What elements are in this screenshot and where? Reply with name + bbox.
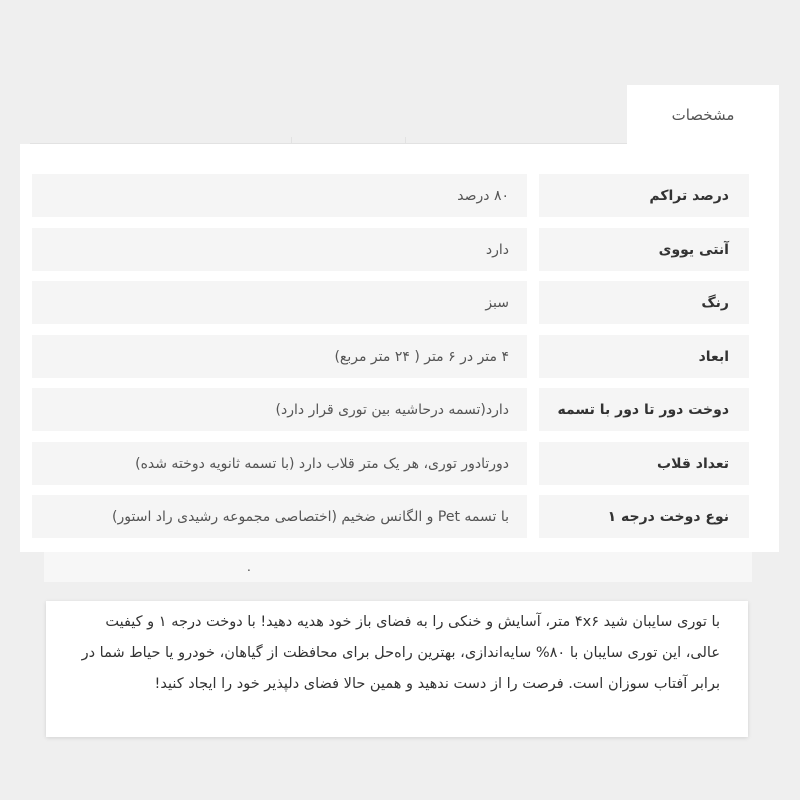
tab-specifications-label: مشخصات bbox=[671, 106, 735, 124]
spec-label: رنگ bbox=[539, 281, 749, 324]
product-description-text: با توری سایبان شید ۴x۶ متر، آسایش و خنکی را به فضای باز خود هدیه دهید! با دوخت درجه ۱ و کیفیت عالی، این توری سایبان با ۸۰% سایه‌اندازی، بهترین راه‌حل برای محافظت از گیاهان، خودرو یا حیاط شما در برابر آفتاب سوزان است. فرصت را از دست ندهید و همین حالا فضای دلپذیر خود را ایجاد کنید! bbox=[81, 614, 720, 692]
spec-row bbox=[32, 495, 749, 538]
spec-row bbox=[32, 228, 749, 271]
spec-value: ۸۰ درصد bbox=[32, 174, 527, 217]
spec-label: آنتی یووی bbox=[539, 228, 749, 271]
spec-value: دارد(تسمه درحاشیه بین توری قرار دارد) bbox=[32, 388, 527, 431]
spec-value: دارد bbox=[32, 228, 527, 271]
tab-divider-tick bbox=[291, 137, 292, 143]
spec-label: نوع دوخت درجه ۱ bbox=[539, 495, 749, 538]
spec-label: ابعاد bbox=[539, 335, 749, 378]
product-description bbox=[46, 601, 748, 737]
panel-shadow-strip bbox=[44, 552, 752, 582]
stray-dot: . bbox=[247, 560, 251, 574]
spec-value: ۴ متر در ۶ متر ( ۲۴ متر مربع) bbox=[32, 335, 527, 378]
spec-row bbox=[32, 174, 749, 217]
spec-label: درصد تراکم bbox=[539, 174, 749, 217]
spec-value: با تسمه Pet و الگانس ضخیم (اختصاصی مجموعه رشیدی راد استور) bbox=[32, 495, 527, 538]
spec-row bbox=[32, 335, 749, 378]
spec-row bbox=[32, 281, 749, 324]
spec-value: سبز bbox=[32, 281, 527, 324]
spec-label: دوخت دور تا دور با تسمه bbox=[539, 388, 749, 431]
spec-row bbox=[32, 388, 749, 431]
spec-value: دورتادور توری، هر یک متر قلاب دارد (با تسمه ثانویه دوخته شده) bbox=[32, 442, 527, 485]
spec-label: تعداد قلاب bbox=[539, 442, 749, 485]
spec-row bbox=[32, 442, 749, 485]
specifications-panel bbox=[20, 144, 779, 552]
tab-divider-tick bbox=[405, 137, 406, 143]
tab-specifications[interactable] bbox=[627, 85, 779, 145]
